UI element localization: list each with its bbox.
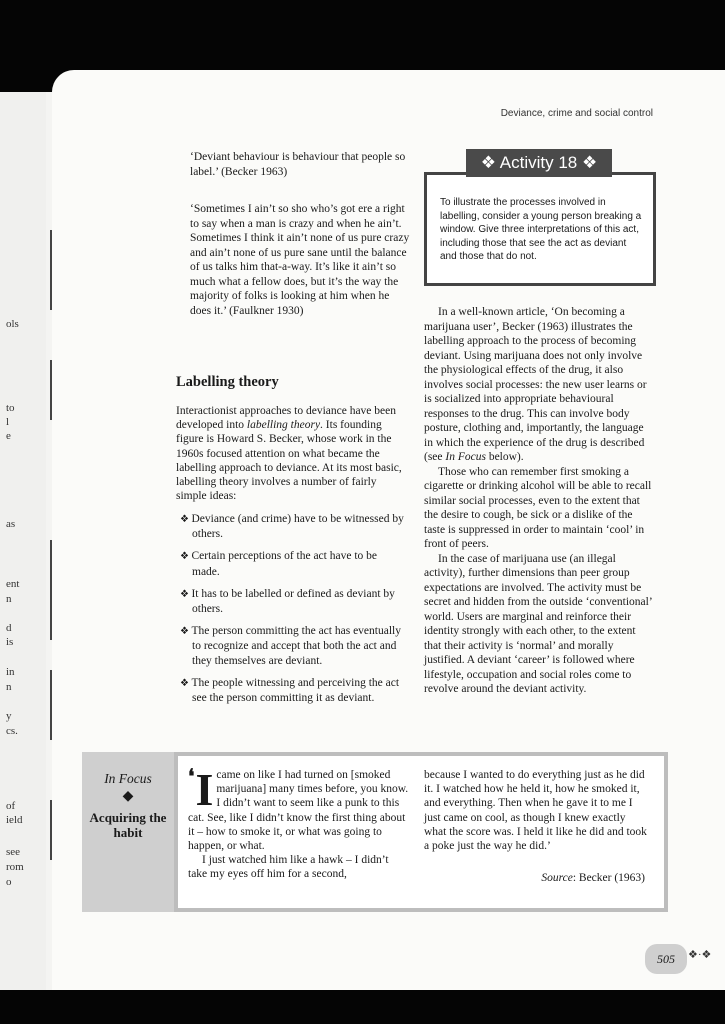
running-header: Deviance, crime and social control xyxy=(500,108,653,119)
quote-text: came on like I had turned on [smoked marijuana] many times before, you know. I didn’t want to seem like a punk to this cat. See, like I didn’t know the first thing about it – how to smoke it, or what was going to happen, or what. xyxy=(188,769,409,853)
right-column xyxy=(424,305,654,697)
bullet-diamond-icon: ❖ xyxy=(180,514,192,525)
gutter-line xyxy=(50,360,52,420)
list-item-text: The person committing the act has eventually to recognize and accept that both the act and they themselves are deviant. xyxy=(191,625,401,667)
intro-text-start: Interactionist approaches to deviance have been developed into xyxy=(176,405,396,432)
intro-paragraph xyxy=(176,404,404,503)
edge-fragment: as xyxy=(6,518,16,530)
paragraph: In the case of marijuana use (an illegal activity), further dimensions than peer group expectations are involved. The activity must be secret and hidden from the outside ‘conventional’ world. Users are marginal and reinforce their identity strongly with each other, to the extent that their activity is ‘normal’ and morally justified. A deviant ‘career’ is followed where lifestyle, occupation and social roles come to revolve around the deviant activity. xyxy=(424,552,652,695)
faulkner-quote: ‘Sometimes I ain’t so sho who’s got ere a right to say when a man is crazy and when he ain’t. Sometimes I think it ain’t none of us pure crazy and ain’t none of us pure sane until the balance of us talks him that-a-way. It’s like it ain’t so much what a fellow does, but it’s the way the majority of folks is looking at him when he does it.’ (Faulkner 1930) xyxy=(190,203,410,317)
in-focus-column-2: because I wanted to do everything just as he did it. I watched how he held it, how he smoked it, and everything. Then when he gave it to me I just came on cool, as though I knew exactly what the score was. I held it like he did and took a poke just the way he did.’ xyxy=(424,769,647,853)
intro-emphasis: labelling theory xyxy=(246,419,321,432)
in-focus-subtitle: Acquiring the habit xyxy=(89,810,167,840)
list-item xyxy=(178,549,406,578)
list-item xyxy=(178,624,406,668)
in-focus-reference: In Focus xyxy=(445,451,486,463)
edge-fragment: ols xyxy=(6,318,19,330)
list-item xyxy=(178,676,406,705)
paragraph: Those who can remember first smoking a cigarette or drinking alcohol will be able to recall similar social processes, even to the extent that the desire to cough, be sick or a dislike of the taste is suppressed in order to maintain ‘cool’ in front of peers. xyxy=(424,465,652,550)
source-citation xyxy=(541,872,645,884)
edge-fragment: in xyxy=(6,666,15,678)
bullet-diamond-icon: ❖ xyxy=(180,588,192,600)
edge-fragment: of xyxy=(6,800,16,812)
list-item-text: Certain perceptions of the act have to be made. xyxy=(191,550,377,578)
edge-fragment: o xyxy=(6,876,12,888)
paragraph xyxy=(424,305,654,465)
gutter-line xyxy=(50,230,52,310)
bottom-scan-border xyxy=(0,990,725,1024)
bullet-diamond-icon: ❖ xyxy=(180,626,192,638)
edge-fragment: see xyxy=(6,846,21,858)
edge-fragment: rom xyxy=(6,861,24,873)
section-heading: Labelling theory xyxy=(176,374,279,390)
gutter-line xyxy=(50,800,52,860)
list-item xyxy=(178,512,406,541)
source-text: : Becker (1963) xyxy=(572,872,645,884)
diamond-icon: ◆ xyxy=(122,789,134,804)
list-item-text: Deviance (and crime) have to be witnessed by others. xyxy=(191,513,404,541)
paragraph-text-end: below). xyxy=(485,451,524,463)
list-item xyxy=(178,587,406,616)
bullet-diamond-icon: ❖ xyxy=(180,551,192,563)
open-quote-icon: ❛ xyxy=(188,766,195,788)
becker-quote: ‘Deviant behaviour is behaviour that people so label.’ (Becker 1963) xyxy=(190,151,406,178)
edge-fragment: d xyxy=(6,622,12,634)
activity-text: To illustrate the processes involved in labelling, consider a young person breaking a window. Give three interpretations of this act, including those that see the act as deviant and those that do not. xyxy=(440,197,642,262)
edge-fragment: n xyxy=(6,593,12,605)
in-focus-label: In Focus xyxy=(104,771,152,786)
edge-fragment: ield xyxy=(6,814,23,826)
drop-cap: I xyxy=(195,764,214,815)
list-item-text: The people witnessing and perceiving the act see the person committing it as deviant. xyxy=(191,676,400,705)
edge-fragment: ent xyxy=(6,578,20,590)
bullet-diamond-icon: ❖ xyxy=(180,677,192,689)
edge-fragment: is xyxy=(6,636,14,648)
activity-title: ❖ Activity 18 ❖ xyxy=(466,149,612,177)
paragraph-text: In a well-known article, ‘On becoming a marijuana user’, Becker (1963) illustrates the labelling approach to the process of becoming deviant. Using marijuana does not only involve the physiological effects of the drug, it also involves social processes: the new user learns or is socialized into appropriate behavioural responses to the drug. This can involve body posture, clothing and, importantly, the language in which the experience of the drug is described (see xyxy=(424,306,647,463)
edge-fragment: y xyxy=(6,710,12,722)
source-label: Source xyxy=(541,872,573,884)
labelling-ideas-list xyxy=(178,512,406,713)
diamond-ornament-icon: ❖·❖ xyxy=(688,949,712,961)
intro-text-end: . Its founding figure is Howard S. Becker, whose work in the 1960s focused attention on what became the labelling approach to deviance. At its most basic, labelling theory involves a number of fairly simple ideas: xyxy=(176,419,402,503)
edge-fragment: e xyxy=(6,430,11,442)
edge-fragment: l xyxy=(6,416,10,428)
edge-fragment: to xyxy=(6,402,15,414)
edge-fragment: n xyxy=(6,681,12,693)
page-number: 505 xyxy=(645,944,687,974)
list-item-text: It has to be labelled or defined as deviant by others. xyxy=(191,587,395,616)
quote-text: I just watched him like a hawk – I didn’t take my eyes off him for a second, xyxy=(188,854,389,881)
in-focus-column-1 xyxy=(188,764,410,882)
gutter-line xyxy=(50,670,52,740)
gutter-line xyxy=(50,540,52,640)
edge-fragment: cs. xyxy=(6,725,18,737)
